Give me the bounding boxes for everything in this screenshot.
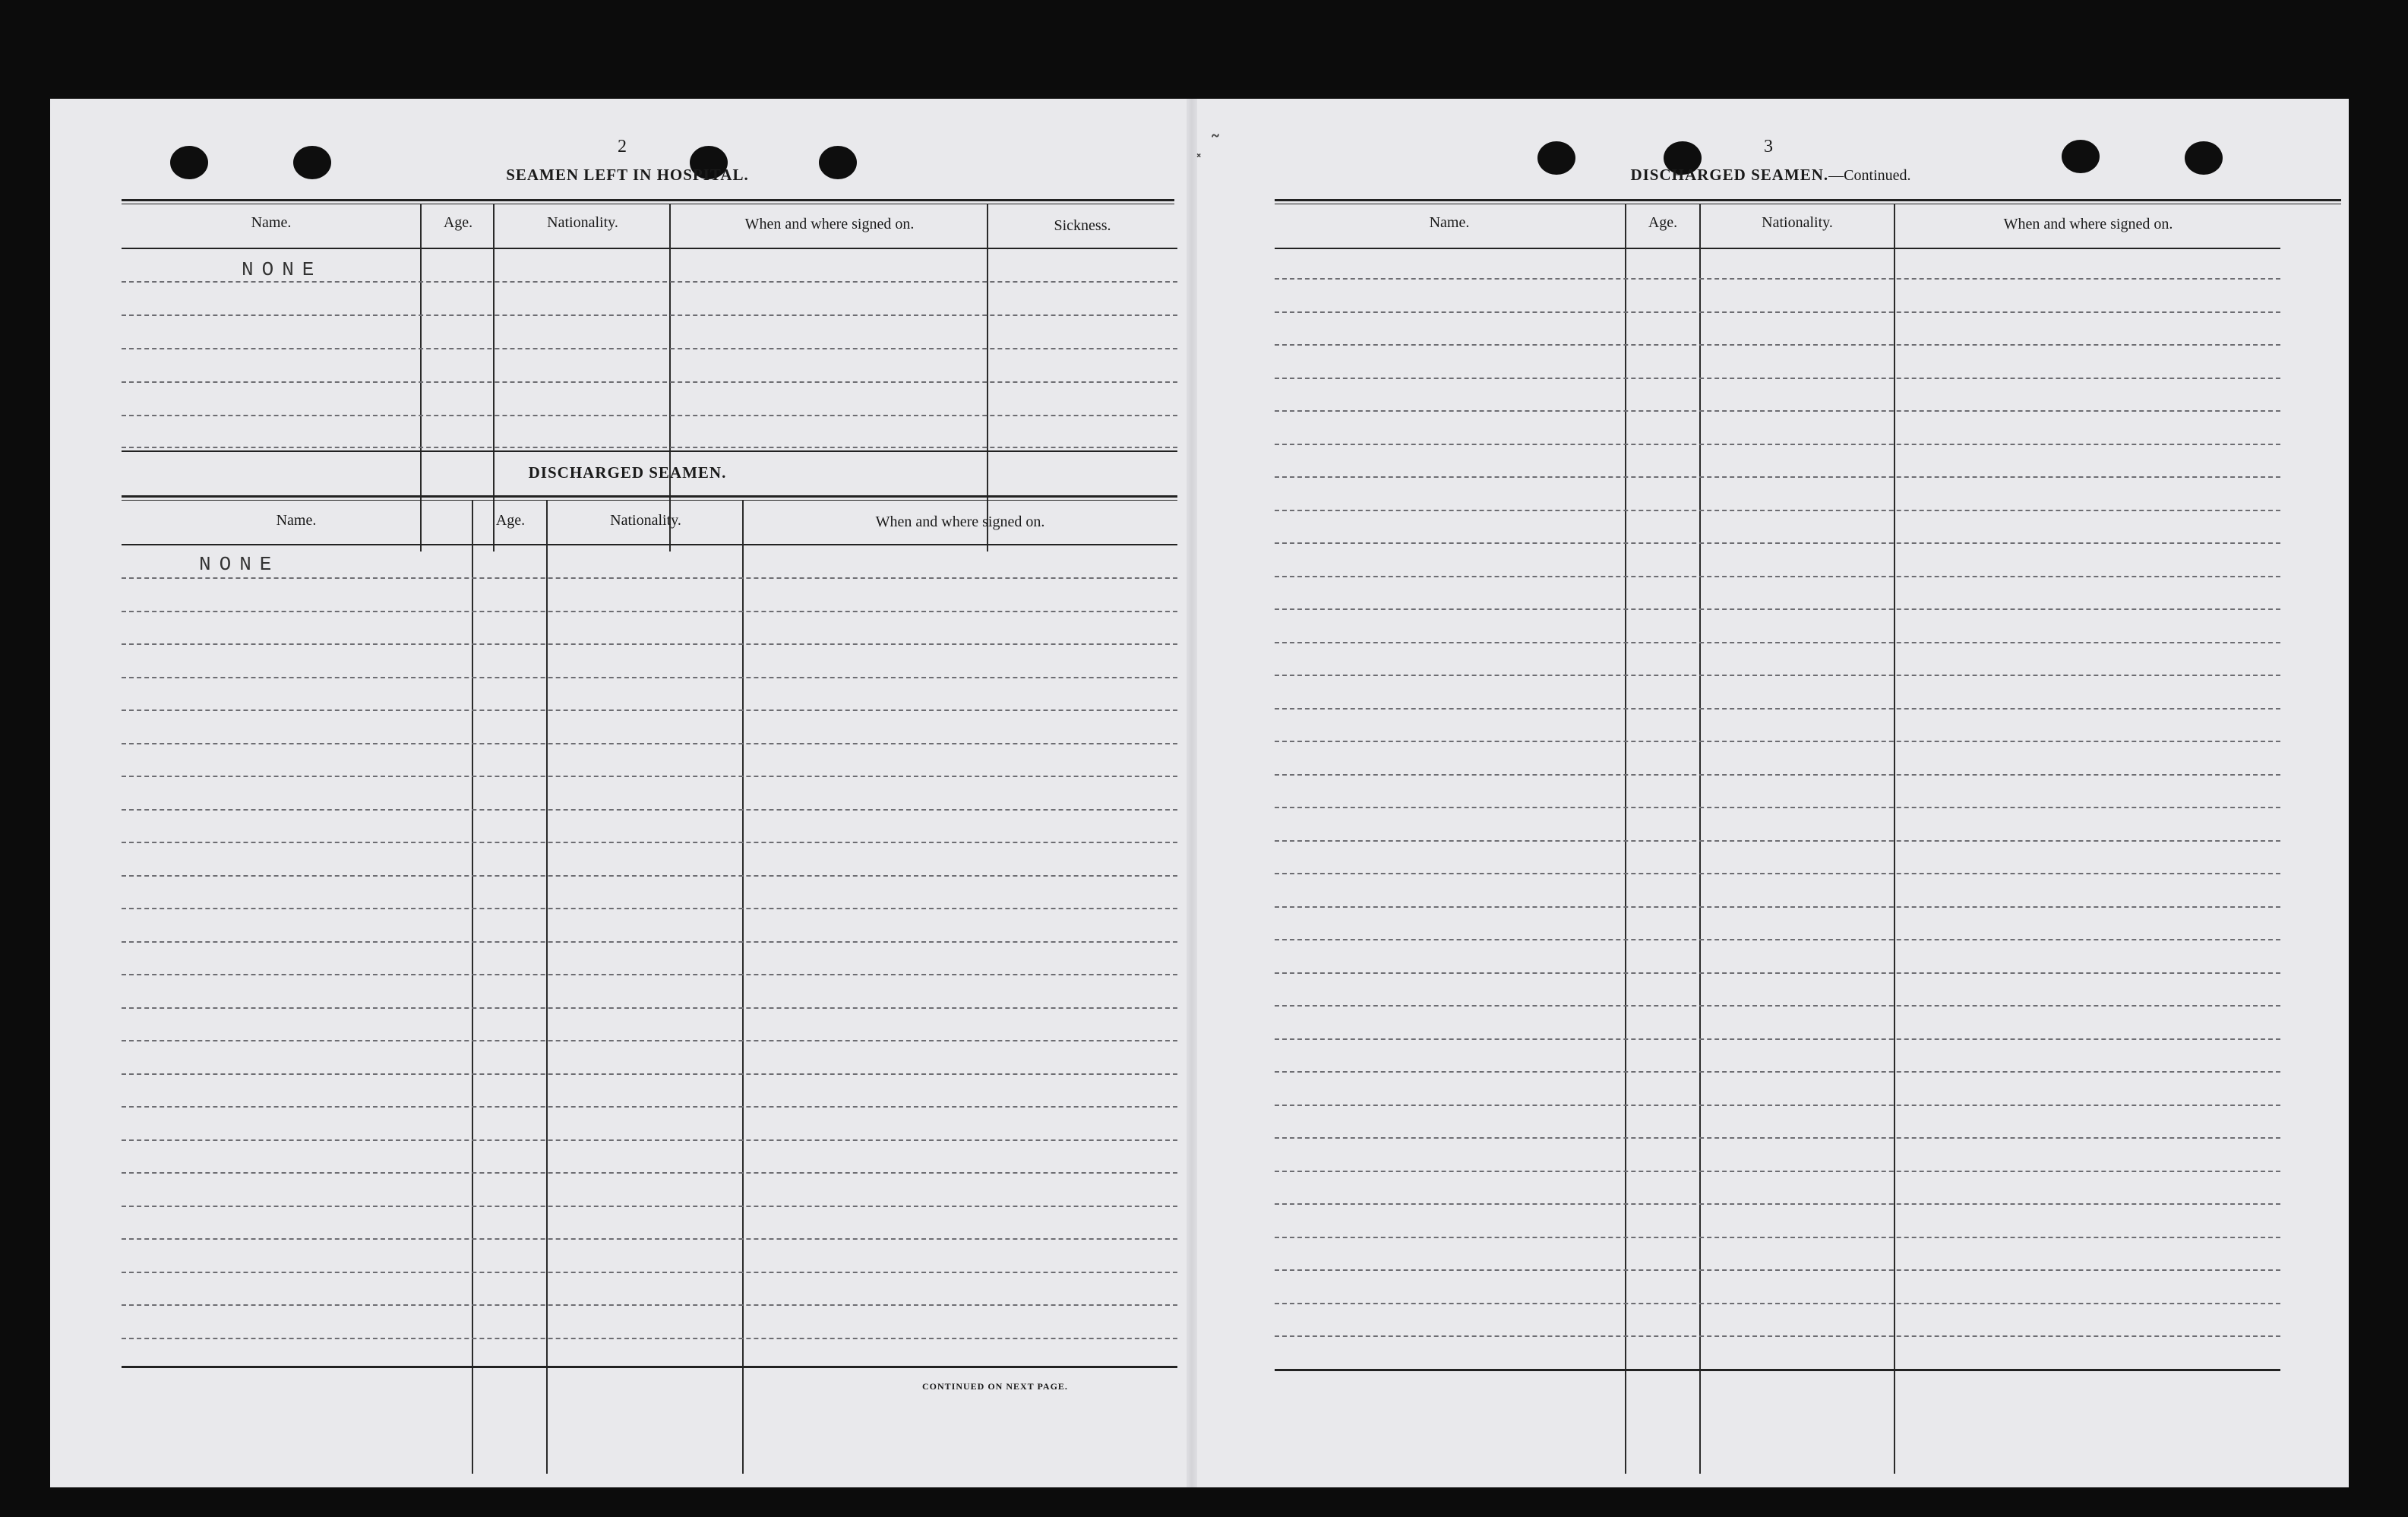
ruled-line — [122, 941, 1177, 943]
ruled-line — [1275, 344, 2280, 346]
header-underline — [122, 248, 1177, 249]
left-page — [50, 99, 1190, 1487]
heading-continued-text: —Continued. — [1828, 167, 1911, 184]
ruled-line — [1275, 939, 2280, 940]
ruled-line — [122, 1007, 1177, 1009]
punch-hole — [170, 146, 208, 179]
discharged-entry-none: NONE — [199, 553, 280, 576]
ruled-line — [1275, 278, 2280, 280]
column-divider — [1625, 204, 1626, 1474]
ruled-line — [1275, 608, 2280, 610]
ruled-line — [122, 447, 1177, 448]
column-header-age: Age. — [443, 214, 473, 231]
discharged-continued-heading — [1592, 166, 1949, 185]
column-header-name: Name. — [276, 512, 317, 529]
column-divider — [472, 500, 473, 1474]
ruled-line — [122, 381, 1177, 383]
column-divider — [742, 500, 744, 1474]
ruled-line — [1275, 576, 2280, 577]
ruled-line — [1275, 378, 2280, 379]
ruled-line — [122, 974, 1177, 975]
punch-hole — [2062, 140, 2100, 173]
discharged-section-heading: DISCHARGED SEAMEN. — [528, 463, 727, 482]
ruled-line — [1275, 1071, 2280, 1073]
ruled-line — [122, 710, 1177, 711]
ruled-line — [1275, 741, 2280, 742]
ruled-line — [122, 1272, 1177, 1273]
column-header-signed-on: When and where signed on. — [2003, 216, 2173, 232]
ruled-line — [122, 314, 1177, 316]
ruled-line — [122, 281, 1177, 283]
ruled-line — [122, 1206, 1177, 1207]
ruled-line — [122, 1040, 1177, 1041]
ruled-line — [1275, 1038, 2280, 1040]
punch-hole — [819, 146, 857, 179]
table-bottom-rule — [122, 450, 1177, 452]
table-top-rule — [122, 495, 1177, 498]
punch-hole — [293, 146, 331, 179]
ruled-line — [1275, 1105, 2280, 1106]
ruled-line — [122, 1338, 1177, 1339]
column-header-age: Age. — [495, 512, 526, 529]
column-divider — [1894, 204, 1895, 1474]
hospital-entry-none: NONE — [242, 258, 323, 281]
punch-hole — [2185, 141, 2223, 175]
ruled-line — [1275, 1269, 2280, 1271]
ruled-line — [1275, 410, 2280, 412]
ruled-line — [1275, 840, 2280, 842]
ruled-line — [1275, 708, 2280, 710]
column-divider — [546, 500, 548, 1474]
ruled-line — [1275, 675, 2280, 676]
page-number: 2 — [618, 137, 627, 156]
ruled-line — [1275, 906, 2280, 908]
ruled-line — [1275, 1005, 2280, 1007]
ruled-line — [122, 743, 1177, 744]
column-header-name: Name. — [251, 214, 292, 231]
ruled-line — [1275, 1335, 2280, 1337]
column-divider — [1699, 204, 1701, 1474]
ruled-line — [122, 1139, 1177, 1141]
ruled-line — [1275, 642, 2280, 643]
column-header-nationality: Nationality. — [547, 214, 618, 231]
column-header-nationality: Nationality. — [610, 512, 681, 529]
column-header-name: Name. — [1429, 214, 1470, 231]
ruled-line — [1275, 311, 2280, 313]
stray-pen-mark: ⸼ ˜ — [1197, 131, 1221, 158]
table-top-rule — [122, 199, 1174, 201]
ruled-line — [1275, 476, 2280, 478]
ruled-line — [122, 348, 1177, 349]
continued-note: CONTINUED ON NEXT PAGE. — [922, 1381, 1068, 1392]
ruled-line — [122, 875, 1177, 877]
hospital-section-heading: SEAMEN LEFT IN HOSPITAL. — [506, 166, 749, 184]
column-header-sickness: Sickness. — [1054, 217, 1111, 234]
ruled-line — [122, 415, 1177, 416]
ruled-line — [122, 1172, 1177, 1174]
ruled-line — [122, 643, 1177, 645]
ruled-line — [122, 677, 1177, 678]
binding-gutter — [1187, 99, 1197, 1487]
ruled-line — [122, 1304, 1177, 1306]
ruled-line — [1275, 1203, 2280, 1205]
ruled-line — [122, 577, 1177, 579]
heading-text: DISCHARGED SEAMEN. — [1630, 166, 1829, 184]
page-number: 3 — [1764, 137, 1773, 156]
table-top-rule — [1275, 199, 2341, 201]
ruled-line — [1275, 1137, 2280, 1139]
right-page — [1197, 99, 2349, 1487]
ruled-line — [122, 776, 1177, 777]
ruled-line — [1275, 444, 2280, 445]
header-underline — [1275, 248, 2280, 249]
ruled-line — [122, 842, 1177, 843]
ruled-line — [1275, 1171, 2280, 1172]
document-sheet — [50, 99, 2349, 1487]
ruled-line — [1275, 774, 2280, 776]
ruled-line — [1275, 542, 2280, 544]
ruled-line — [1275, 807, 2280, 808]
column-header-age: Age. — [1648, 214, 1678, 231]
ruled-line — [1275, 510, 2280, 511]
ruled-line — [1275, 1237, 2280, 1238]
column-header-signed-on: When and where signed on. — [744, 216, 915, 232]
punch-hole — [1537, 141, 1575, 175]
table-bottom-rule — [122, 1366, 1177, 1368]
ruled-line — [122, 809, 1177, 811]
header-underline — [122, 544, 1177, 545]
ruled-line — [1275, 1303, 2280, 1304]
column-header-nationality: Nationality. — [1762, 214, 1833, 231]
ruled-line — [122, 1073, 1177, 1075]
ruled-line — [122, 1238, 1177, 1240]
column-header-signed-on: When and where signed on. — [875, 514, 1045, 530]
ruled-line — [122, 611, 1177, 612]
ruled-line — [122, 908, 1177, 909]
table-top-rule — [122, 500, 1177, 501]
ruled-line — [1275, 972, 2280, 974]
table-bottom-rule — [1275, 1369, 2280, 1371]
ruled-line — [1275, 873, 2280, 874]
ruled-line — [122, 1106, 1177, 1108]
